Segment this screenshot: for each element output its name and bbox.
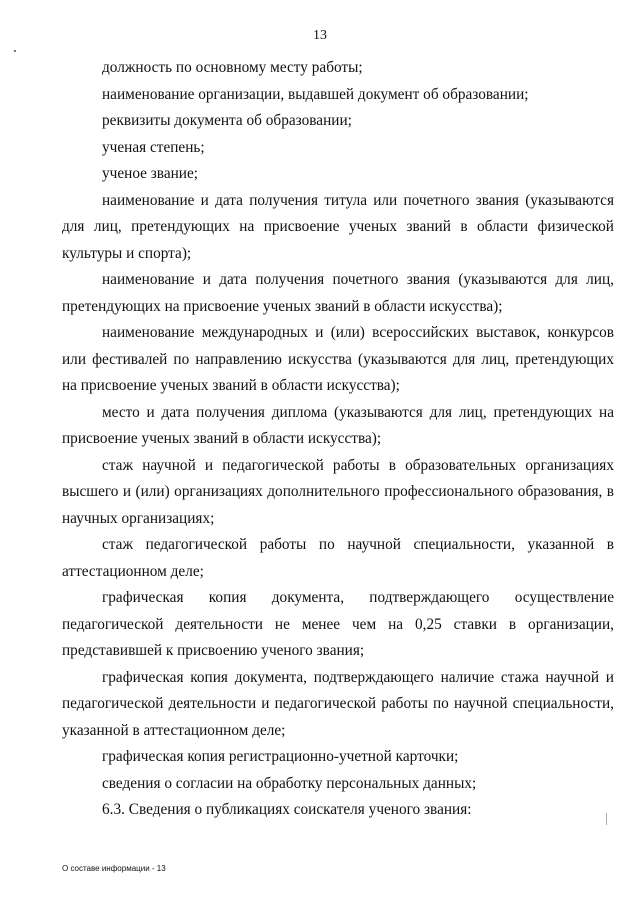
paragraph: графическая копия документа, подтверждающего осуществление педагогической деятельности не менее чем на 0,25 ставки в организации, представившей к присвоению ученого звания; [62,589,614,659]
paragraph: ученое звание; [102,165,199,182]
paragraph: должность по основному месту работы; [102,59,363,76]
paragraph: графическая копия регистрационно-учетной карточки; [102,748,459,765]
footer-label: О составе информации - 13 [62,864,166,873]
paragraph: реквизиты документа об образовании; [102,112,352,129]
scan-mark [14,50,16,52]
document-body [62,55,614,824]
paragraph: сведения о согласии на обработку персональных данных; [102,774,477,792]
paragraph: ученая степень; [102,138,205,156]
page-number: 13 [313,28,327,43]
paragraph: наименование организации, выдавшей документ об образовании; [102,85,529,103]
paragraph: наименование международных и (или) всероссийских выставок, конкурсов или фестивалей по направлению искусства (указываются для лиц, претендующих на присвоение ученых званий в области искусства); [62,324,614,394]
paragraph: место и дата получения диплома (указываются для лиц, претендующих на присвоение ученых званий в области искусства); [62,403,614,447]
section-heading: 6.3. Сведения о публикациях соискателя ученого звания: [102,801,472,818]
paragraph: стаж научной и педагогической работы в образовательных организациях высшего и (или) организациях дополнительного профессионального образования, в научных организациях; [62,456,614,527]
paragraph: наименование и дата получения почетного звания (указываются для лиц, претендующих на присвоение ученых званий в области искусства); [62,271,614,315]
paragraph: стаж педагогической работы по научной специальности, указанной в аттестационном деле; [62,536,614,580]
paragraph: графическая копия документа, подтверждающего наличие стажа научной и педагогической деятельности и педагогической работы по научной специальности, указанной в аттестационном деле; [62,668,614,739]
paragraph: наименование и дата получения титула или почетного звания (указываются для лиц, претендующих на присвоение ученых званий в области физической культуры и спорта); [62,191,614,262]
